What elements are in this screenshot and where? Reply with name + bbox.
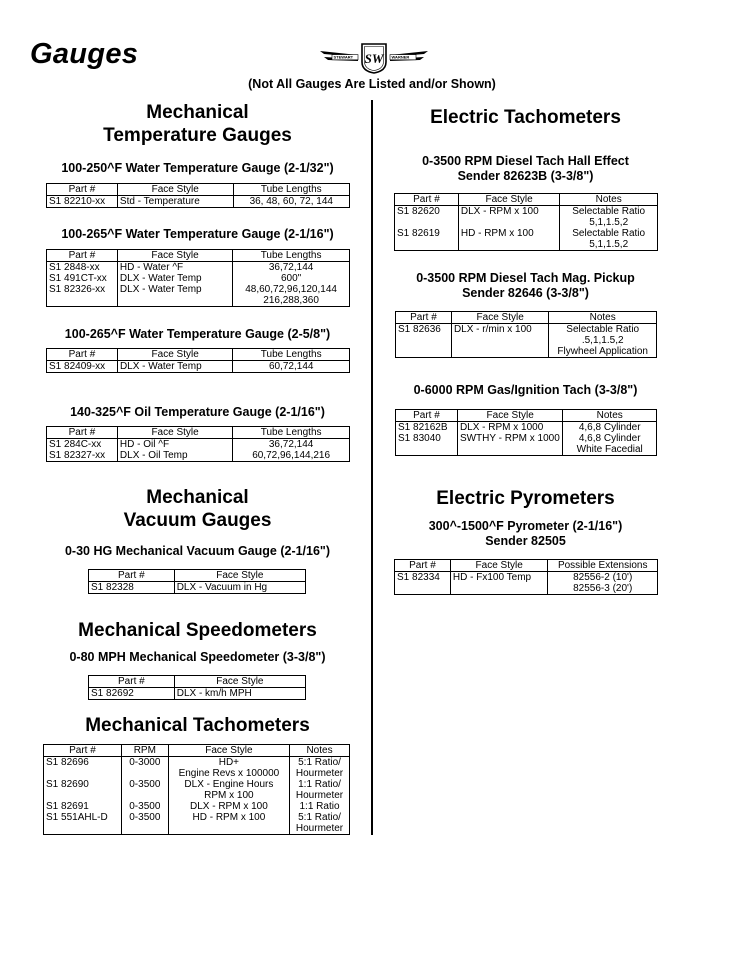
column-divider bbox=[371, 100, 373, 835]
gas-ignition-tach-title: 0-6000 RPM Gas/Ignition Tach (3-3/8") bbox=[413, 383, 638, 397]
tube-lengths: 60,72,144 bbox=[233, 361, 350, 373]
col-tube-lengths: Tube Lengths bbox=[233, 250, 350, 262]
col-face-style: Face Style bbox=[117, 184, 233, 196]
part-number: S1 82327-xx bbox=[47, 450, 118, 462]
col-part: Part # bbox=[47, 427, 118, 439]
face-style: DLX - r/min x 100 bbox=[451, 324, 548, 358]
table-row bbox=[44, 812, 350, 835]
notes: Selectable Ratio 5,1,1.5,2 bbox=[560, 228, 658, 251]
mechanical-speedometers-heading: Mechanical Speedometers bbox=[78, 620, 317, 641]
tube-lengths: 36,72,144 bbox=[233, 262, 350, 274]
notes: 5:1 Ratio/ Hourmeter bbox=[290, 757, 350, 780]
table-row bbox=[47, 450, 350, 462]
part-number: S1 491CT-xx bbox=[47, 273, 118, 284]
col-part: Part # bbox=[395, 560, 451, 572]
table-row bbox=[44, 801, 350, 812]
pyrometer-title: 300^-1500^F Pyrometer (2-1/16") Sender 82505 bbox=[428, 519, 623, 548]
notes: 4,6,8 Cylinder White Facedial bbox=[563, 433, 657, 456]
face-style: DLX - Water Temp bbox=[117, 273, 232, 284]
vacuum-gauge-title: 0-30 HG Mechanical Vacuum Gauge (2-1/16") bbox=[64, 544, 331, 558]
mechanical-tach-table bbox=[43, 744, 350, 835]
mag-pickup-tach-table bbox=[395, 311, 657, 358]
table-row bbox=[47, 439, 350, 451]
part-number: S1 82409-xx bbox=[47, 361, 118, 373]
table-row bbox=[395, 572, 658, 595]
table-row bbox=[47, 361, 350, 373]
possible-extensions: 82556-2 (10') 82556-3 (20') bbox=[548, 572, 658, 595]
col-notes: Notes bbox=[560, 194, 658, 206]
face-style: DLX - RPM x 100 bbox=[458, 206, 559, 229]
notes: 1:1 Ratio/ Hourmeter bbox=[290, 779, 350, 801]
col-face-style: Face Style bbox=[117, 349, 232, 361]
face-style: DLX - km/h MPH bbox=[174, 688, 305, 700]
tube-lengths: 600" bbox=[233, 273, 350, 284]
part-number: S1 284C-xx bbox=[47, 439, 118, 451]
table-row bbox=[47, 273, 350, 284]
mechanical-temperature-heading: Mechanical Temperature Gauges bbox=[103, 102, 292, 146]
col-face-style: Face Style bbox=[458, 194, 559, 206]
water-temp-265-large-table bbox=[46, 348, 350, 373]
rpm: 0-3000 bbox=[121, 757, 168, 780]
face-style: DLX - Water Temp bbox=[117, 284, 232, 307]
part-number: S1 82334 bbox=[395, 572, 451, 595]
notes: Selectable Ratio .5,1,1.5,2 Flywheel Application bbox=[549, 324, 657, 358]
table-row bbox=[395, 228, 658, 251]
face-style: DLX - Water Temp bbox=[117, 361, 232, 373]
hall-effect-tach-title: 0-3500 RPM Diesel Tach Hall Effect Sender 82623B (3-3/8") bbox=[422, 154, 629, 183]
notes: 4,6,8 Cylinder bbox=[563, 422, 657, 434]
notes: Selectable Ratio 5,1,1.5,2 bbox=[560, 206, 658, 229]
tube-lengths: 36, 48, 60, 72, 144 bbox=[233, 196, 349, 208]
col-face-style: Face Style bbox=[457, 410, 562, 422]
part-number: S1 82326-xx bbox=[47, 284, 118, 307]
part-number: S1 82619 bbox=[395, 228, 459, 251]
table-row bbox=[396, 324, 657, 358]
col-notes: Notes bbox=[549, 312, 657, 324]
page-subtitle: (Not All Gauges Are Listed and/or Shown) bbox=[248, 77, 496, 91]
water-temp-265-title: 100-265^F Water Temperature Gauge (2-1/16") bbox=[61, 227, 334, 241]
rpm: 0-3500 bbox=[121, 812, 168, 835]
table-row bbox=[396, 422, 657, 434]
oil-temp-table bbox=[46, 426, 350, 462]
table-row bbox=[89, 688, 306, 700]
col-tube-lengths: Tube Lengths bbox=[233, 184, 349, 196]
face-style: DLX - Oil Temp bbox=[117, 450, 232, 462]
electric-pyrometers-heading: Electric Pyrometers bbox=[436, 488, 615, 509]
col-part: Part # bbox=[47, 349, 118, 361]
col-part: Part # bbox=[47, 250, 118, 262]
face-style: Std - Temperature bbox=[117, 196, 233, 208]
part-number: S1 82691 bbox=[44, 801, 122, 812]
water-temp-265-large-title: 100-265^F Water Temperature Gauge (2-5/8") bbox=[64, 327, 331, 341]
part-number: S1 82696 bbox=[44, 757, 122, 780]
col-part: Part # bbox=[47, 184, 118, 196]
svg-text:WARNER: WARNER bbox=[391, 54, 410, 60]
col-part: Part # bbox=[396, 312, 452, 324]
svg-text:STEWART: STEWART bbox=[333, 54, 354, 60]
tube-lengths: 36,72,144 bbox=[233, 439, 350, 451]
hall-effect-tach-table bbox=[394, 193, 658, 251]
part-number: S1 82636 bbox=[396, 324, 452, 358]
col-notes: Notes bbox=[290, 745, 350, 757]
part-number: S1 2848-xx bbox=[47, 262, 118, 274]
part-number: S1 551AHL-D bbox=[44, 812, 122, 835]
col-notes: Notes bbox=[563, 410, 657, 422]
face-style: DLX - Vacuum in Hg bbox=[174, 582, 305, 594]
table-row bbox=[47, 284, 350, 307]
col-face-style: Face Style bbox=[174, 570, 305, 582]
electric-tachometers-heading: Electric Tachometers bbox=[430, 107, 621, 128]
face-style: SWTHY - RPM x 1000 bbox=[457, 433, 562, 456]
rpm: 0-3500 bbox=[121, 779, 168, 801]
face-style: HD+ Engine Revs x 100000 bbox=[168, 757, 289, 780]
stewart-warner-logo bbox=[318, 42, 430, 74]
col-tube-lengths: Tube Lengths bbox=[233, 349, 350, 361]
water-temp-265-table bbox=[46, 249, 350, 307]
face-style: HD - RPM x 100 bbox=[458, 228, 559, 251]
part-number: S1 82162B bbox=[396, 422, 458, 434]
rpm: 0-3500 bbox=[121, 801, 168, 812]
pyrometer-table bbox=[394, 559, 658, 595]
part-number: S1 83040 bbox=[396, 433, 458, 456]
col-face-style: Face Style bbox=[450, 560, 547, 572]
part-number: S1 82328 bbox=[89, 582, 175, 594]
col-face-style: Face Style bbox=[168, 745, 289, 757]
table-row bbox=[44, 757, 350, 780]
col-tube-lengths: Tube Lengths bbox=[233, 427, 350, 439]
face-style: HD - Fx100 Temp bbox=[450, 572, 547, 595]
col-part: Part # bbox=[44, 745, 122, 757]
table-row bbox=[396, 433, 657, 456]
col-face-style: Face Style bbox=[117, 250, 232, 262]
part-number: S1 82692 bbox=[89, 688, 175, 700]
table-row bbox=[47, 196, 350, 208]
mag-pickup-tach-title: 0-3500 RPM Diesel Tach Mag. Pickup Sender 82646 (3-3/8") bbox=[416, 271, 635, 300]
col-face-style: Face Style bbox=[174, 676, 305, 688]
vacuum-gauge-table bbox=[88, 569, 306, 594]
col-face-style: Face Style bbox=[451, 312, 548, 324]
part-number: S1 82620 bbox=[395, 206, 459, 229]
tube-lengths: 60,72,96,144,216 bbox=[233, 450, 350, 462]
table-row bbox=[395, 206, 658, 229]
mechanical-vacuum-heading: Mechanical Vacuum Gauges bbox=[123, 487, 272, 531]
col-part: Part # bbox=[396, 410, 458, 422]
part-number: S1 82690 bbox=[44, 779, 122, 801]
col-part: Part # bbox=[395, 194, 459, 206]
table-row bbox=[47, 262, 350, 274]
table-row bbox=[44, 779, 350, 801]
gas-ignition-tach-table bbox=[395, 409, 657, 456]
table-row bbox=[89, 582, 306, 594]
mechanical-tachometers-heading: Mechanical Tachometers bbox=[85, 715, 310, 736]
speedometer-table bbox=[88, 675, 306, 700]
col-part: Part # bbox=[89, 570, 175, 582]
oil-temp-title: 140-325^F Oil Temperature Gauge (2-1/16") bbox=[70, 405, 325, 419]
svg-text:SW: SW bbox=[364, 51, 384, 66]
notes: 1:1 Ratio bbox=[290, 801, 350, 812]
part-number: S1 82210-xx bbox=[47, 196, 118, 208]
speedometer-title: 0-80 MPH Mechanical Speedometer (3-3/8") bbox=[69, 650, 326, 664]
tube-lengths: 48,60,72,96,120,144 216,288,360 bbox=[233, 284, 350, 307]
water-temp-250-table bbox=[46, 183, 350, 208]
face-style: HD - Oil ^F bbox=[117, 439, 232, 451]
face-style: DLX - RPM x 1000 bbox=[457, 422, 562, 434]
water-temp-250-title: 100-250^F Water Temperature Gauge (2-1/32") bbox=[61, 161, 334, 175]
col-rpm: RPM bbox=[121, 745, 168, 757]
face-style: DLX - Engine Hours RPM x 100 bbox=[168, 779, 289, 801]
col-part: Part # bbox=[89, 676, 175, 688]
face-style: HD - Water ^F bbox=[117, 262, 232, 274]
col-possible-extensions: Possible Extensions bbox=[548, 560, 658, 572]
notes: 5:1 Ratio/ Hourmeter bbox=[290, 812, 350, 835]
page-title: Gauges bbox=[30, 38, 139, 70]
col-face-style: Face Style bbox=[117, 427, 232, 439]
face-style: HD - RPM x 100 bbox=[168, 812, 289, 835]
face-style: DLX - RPM x 100 bbox=[168, 801, 289, 812]
